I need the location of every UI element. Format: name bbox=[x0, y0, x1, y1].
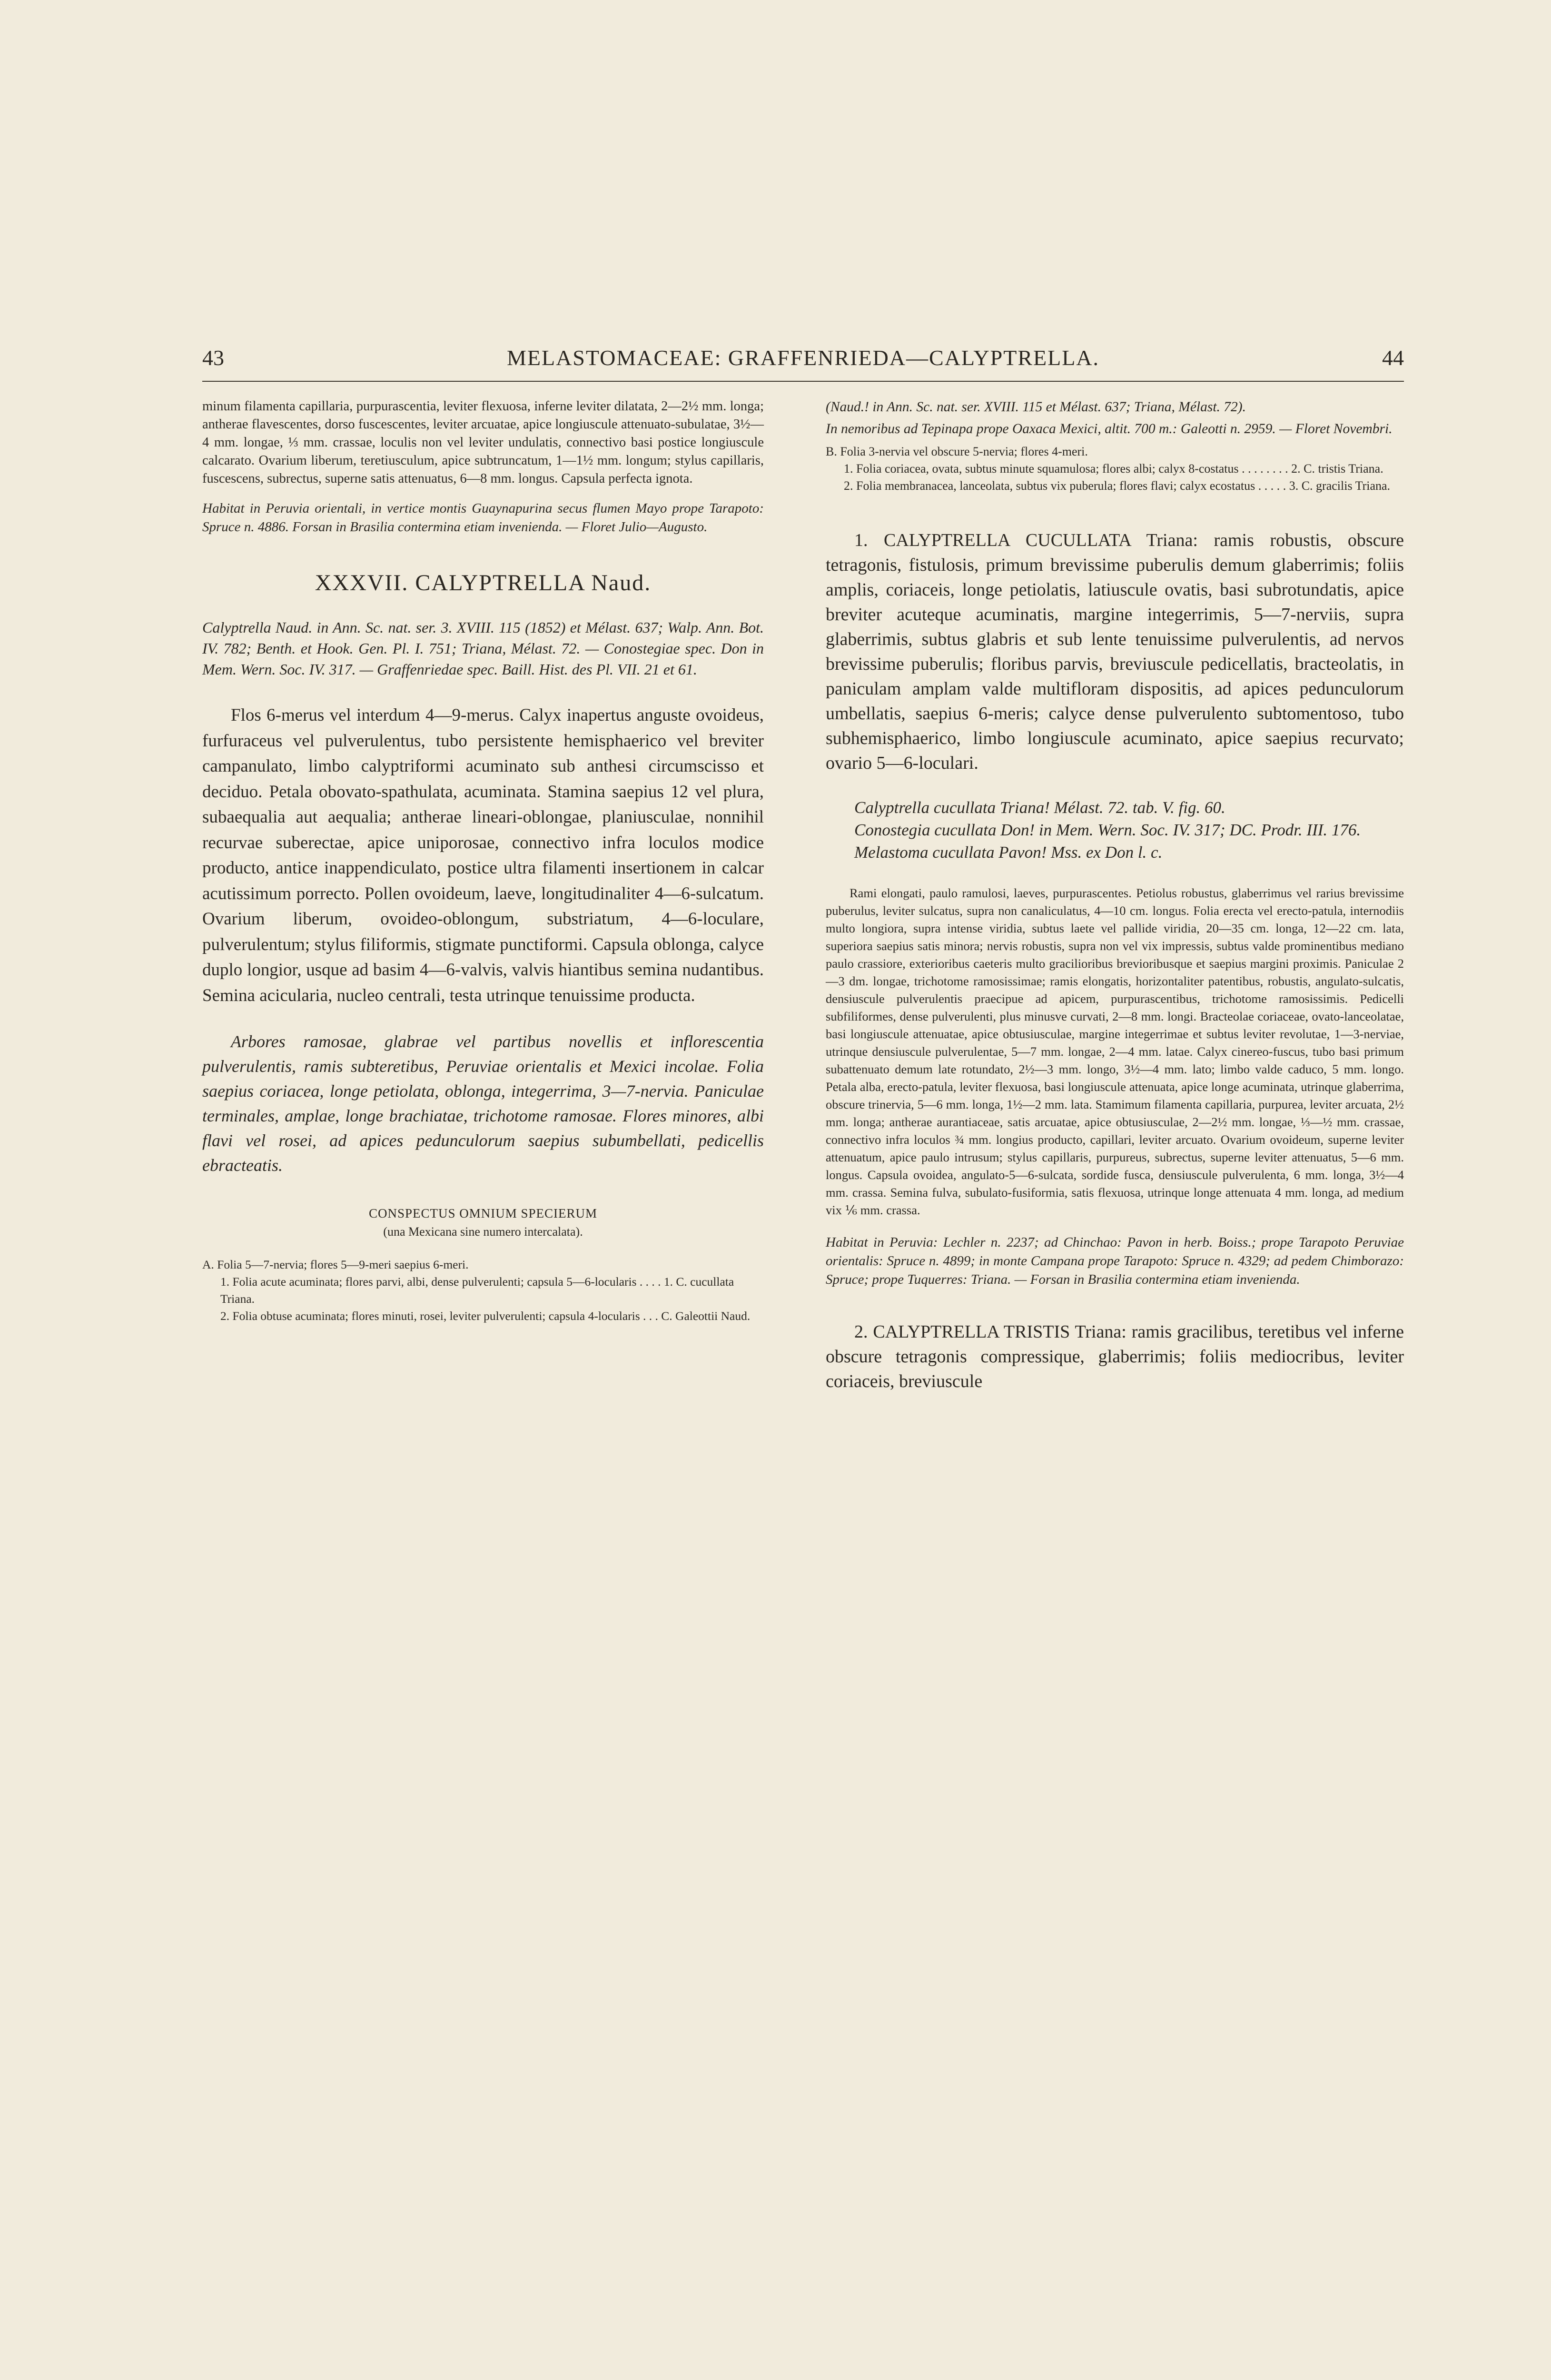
key-line: 1. Folia coriacea, ovata, subtus minute squamulosa; flores albi; calyx 8-costatus . . . . . . . . 2. C. tristis Triana. bbox=[844, 462, 1383, 476]
key-line: B. Folia 3-nervia vel obscure 5-nervia; flores 4-meri. bbox=[826, 445, 1088, 458]
running-header bbox=[202, 345, 1404, 378]
species-key-a bbox=[202, 1256, 764, 1325]
continued-description: minum filamenta capillaria, purpurascentia, leviter flexuosa, inferne leviter dilatata, 2—2½ mm. longa; antherae flavescentes, dorso fuscescentes, leviter arcuatae, apice longiuscule attenuato-subulatae, 3½—4 mm. longae, ⅓ mm. crassae, loculis non vel leviter undulatis, connectivo basi postice longiuscule calcarato. Ovarium liberum, teretiusculum, apice subtruncatum, 1—1½ mm. longum; stylus capillaris, fuscescens, subrectus, superne satis attenuatus, 6—8 mm. longus. Capsula perfecta ignota. bbox=[202, 399, 764, 486]
key-line: 1. Folia acute acuminata; flores parvi, albi, dense pulverulenti; capsula 5—6-locularis . . . . 1. C. cucullata Triana. bbox=[220, 1275, 734, 1306]
key-line: A. Folia 5—7-nervia; flores 5—9-meri saepius 6-meri. bbox=[202, 1258, 469, 1271]
citation-line: Melastoma cucullata Pavon! Mss. ex Don l. c. bbox=[854, 843, 1163, 862]
species-1-citations bbox=[826, 796, 1404, 863]
species-key-b bbox=[826, 443, 1404, 495]
habitat-note: Habitat in Peruvia orientali, in vertice montis Guaynapurina secus flumen Mayo prope Tarapoto: Spruce n. 4886. Forsan in Brasilia conterminа etiam invenienda. — Floret Julio—Augusto. bbox=[202, 501, 764, 535]
running-title: MELASTOMACEAE: GRAFFENRIEDA—CALYPTRELLA. bbox=[506, 346, 1100, 370]
page-number-left: 43 bbox=[202, 346, 224, 370]
species-1-diagnosis: 1. CALYPTRELLA CUCULLATA Triana: ramis robustis, obscure tetragonis, fistulosis, primum brevissime puberulis demum glaberrimis; foliis amplis, coriaceis, longe petiolatis, latiuscule ovatis, basi subrotundatis, apice breviter acuteque acuminatis, margine integerrimis, 5—7-nerviis, supra glaberrimis, subtus glabris et sub lente tenuissime pulverulentis, ad nervos brevissime puberulis; floribus parvis, breviuscule pedicellatis, bracteolatis, in paniculam amplam valde multifloram dispositis, ad apices pedunculorum umbellatis, saepius 6-meris; calyce dense pulverulento subtomentoso, tubo subhemisphaerico, limbo longiuscule acuminato, apice saepius recurvato; ovario 5—6-loculari. bbox=[826, 530, 1404, 773]
conspectus-title: CONSPECTUS OMNIUM SPECIERUM bbox=[368, 1206, 598, 1220]
citation-line: Calyptrella cucullata Triana! Mélast. 72. tab. V. fig. 60. bbox=[854, 798, 1225, 817]
genus-synonymy: Calyptrella Naud. in Ann. Sc. nat. ser. 3. XVIII. 115 (1852) et Mélast. 637; Walp. Ann. Bot. IV. 782; Benth. et Hook. Gen. Pl. I. 751; Triana, Mélast. 72. — Conostegiae spec. Don in Mem. Wern. Soc. IV. 317. — Graffenriedae spec. Baill. Hist. des Pl. VII. 21 et 61. bbox=[202, 619, 764, 678]
species-2-diagnosis: 2. CALYPTRELLA TRISTIS Triana: ramis gracilibus, teretibus vel inferne obscure tetragonis compressique, glaberrimis; foliis mediocribus, leviter coriaceis, breviuscule bbox=[826, 1322, 1404, 1391]
left-column bbox=[202, 397, 764, 1325]
header-rule bbox=[202, 381, 1404, 382]
continued-citation: (Naud.! in Ann. Sc. nat. ser. XVIII. 115 et Mélast. 637; Triana, Mélast. 72). bbox=[826, 399, 1246, 415]
species-1-habitat: Habitat in Peruvia: Lechler n. 2237; ad Chinchao: Pavon in herb. Boiss.; prope Tarapoto Peruviae orientalis: Spruce n. 4899; in monte Campana prope Tarapoto: Spruce n. 4329; ad pedem Chimborazo: Spruce; prope Tuquerres: Triana. — Forsan in Brasilia conterminа etiam invenienda. bbox=[826, 1235, 1404, 1287]
key-line: 2. Folia obtuse acuminata; flores minuti, rosei, leviter pulverulenti; capsula 4-locularis . . . C. Galeottii Naud. bbox=[220, 1309, 751, 1323]
genus-heading: XXXVII. CALYPTRELLA Naud. bbox=[315, 570, 652, 595]
right-column bbox=[826, 397, 1404, 1415]
citation-line: Conostegia cucullata Don! in Mem. Wern. Soc. IV. 317; DC. Prodr. III. 176. bbox=[854, 821, 1361, 839]
habit-description: Arbores ramosae, glabrae vel partibus novellis et inflorescentia pulverulentis, ramis subteretibus, Peruviae orientalis et Mexici incolae. Folia saepius coriacea, longe petiolata, oblonga, integerrima, 3—7-nervia. Paniculae terminales, amplae, longe brachiatae, trichotome ramosae. Flores minores, albi flavi vel rosei, ad apices pedunculorum saepius subumbellati, pedicellis ebracteatis. bbox=[202, 1032, 764, 1175]
generic-description: Flos 6-merus vel interdum 4—9-merus. Calyx inapertus anguste ovoideus, furfuraceus vel pulverulentus, tubo persistente hemisphaerico vel breviter campanulato, limbo calyptriformi acuminato sub anthesi circumscisso et deciduo. Petala obovato-spathulata, acuminata. Stamina saepius 12 vel plura, subaequalia aut aequalia; antherae lineari-oblongae, planiusculae, nonnihil recurvae suberectae, apice uniporosae, connectivo infra loculos modice producto, antice inappendiculato, postice ultra filamenti insertionem in calcar acutissimum porrecto. Pollen ovoideum, laeve, longitudinaliter 4—6-sulcatum. Ovarium liberum, ovoideo-oblongum, substriatum, 4—6-loculare, pulverulentum; stylus filiformis, stigmate punctiformi. Capsula oblonga, calyce duplo longior, usque ad basim 4—6-valvis, valvis hiantibus semina nudantibus. Semina acicularia, nucleo centrali, testa utrinque tenuissime producta. bbox=[202, 705, 764, 1005]
conspectus-subtitle: (una Mexicana sine numero intercalata). bbox=[383, 1225, 583, 1239]
page-number-right: 44 bbox=[1382, 346, 1404, 370]
species-1-description: Rami elongati, paulo ramulosi, laeves, purpurascentes. Petiolus robustus, glaberrimus vel rarius brevissime puberulus, leviter sulcatus, supra non canaliculatus, 4—10 cm. longus. Folia erecta vel erecto-patula, internodiis multo longiora, supra intense viridia, subtus laete vel pallide viridia, 20—35 cm. longa, 12—22 cm. lata, superiora saepius satis minora; nervis robustis, supra non vel vix impressis, subtus valde prominentibus mediano paulo crassiore, exterioribus caeteris multo gracilioribus brevioribusque et saepius margini proximis. Paniculae 2—3 dm. longae, trichotome ramosissimae; ramis elongatis, horizontaliter patentibus, robustis, angulato-sulcatis, densiuscule pulverulentis praecipue ad apicem, purpurascentibus, trichotome ramosissimis. Pedicelli subfiliformes, dense pulverulenti, plus minusve curvati, 2—8 mm. longi. Bracteolae coriaceae, ovato-lanceolatae, basi longiuscule attenuatae, apice obtusiusculae, margine integerrimae et subtus leviter revolutae, 1—3-nerviae, utrinque densiuscule pulverulentae, 5—7 mm. longae, 2—4 mm. latae. Calyx cinereo-fuscus, tubo basi primum subattenuato demum late rotundato, 2½—3 mm. longo, 3½—4 mm. lato; limbo valde caduco, 5 mm. longo. Petala alba, erecto-patula, leviter flexuosa, basi longiuscule attenuata, apice longe acuminata, utrinque glaberrima, obscure trinervia, 5—6 mm. longa, 1½—2 mm. lata. Stamimum filamenta capillaria, purpurea, leviter arcuata, 2½ mm. longa; antherae aurantiaceae, satis arcuatae, apice obtusiusculae, 2—2½ mm. longae, ⅓—½ mm. crassae, connectivo infra loculos ¾ mm. longius producto, capillari, leviter arcuato. Ovarium ovoideum, superne leviter attenuatum, apice paulo intrusum; stylus capillaris, purpureus, subrectus, superne leviter attenuatus, 5—6 mm. longus. Capsula ovoidea, angulato-5—6-sulcata, sordide fusca, densiuscule pulverulenta, 6 mm. longa, 3½—4 mm. crassa. Semina fulva, subulato-fusiformia, satis flexuosa, utrinque longe attenuata 4 mm. longa, ad medium vix ⅙ mm. crassa. bbox=[826, 886, 1404, 1217]
continued-habitat: In nemoribus ad Tepinapa prope Oaxaca Mexici, altit. 700 m.: Galeotti n. 2959. — Floret Novembri. bbox=[826, 421, 1393, 436]
key-line: 2. Folia membranacea, lanceolata, subtus vix puberula; flores flavi; calyx ecostatus . . . . . 3. C. gracilis Triana. bbox=[844, 479, 1391, 493]
